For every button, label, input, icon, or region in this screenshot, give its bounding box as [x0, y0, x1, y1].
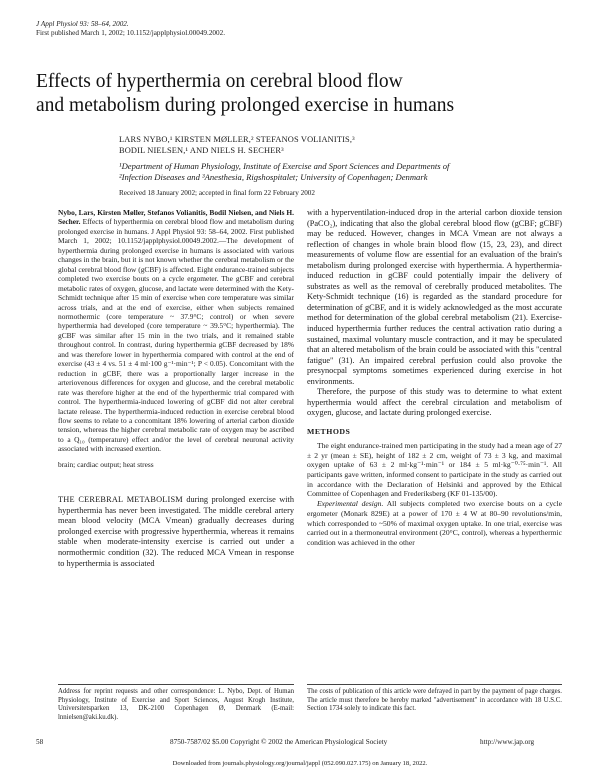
affiliations	[119, 161, 579, 182]
right-column	[307, 208, 562, 548]
page-number: 58	[36, 738, 44, 746]
correspondence-footnote: Address for reprint requests and other correspondence: L. Nybo, Dept. of Human Physiology, Institute of Exercise and Sport Sciences, August Krogh Institute, Universitetsparken 13, DK-2100 Copenhagen Ø, Denmark (E-mail: lnnielsen@aki.ku.dk).	[58, 688, 294, 721]
abstract	[58, 208, 294, 454]
left-column	[58, 208, 294, 569]
intro-text: during prolonged exercise with hyperthermia has never been investigated. The middle cerebral artery mean blood velocity (MCA Vmean) gradually decreases during prolonged exercise with progressive hyperthermia, whereas it remains stable when moderate-intensity exercise is carried out under a normothermic condition (32). The reduced MCA Vmean in response to hyperthermia is associated	[58, 495, 295, 568]
abstract-authors: Nybo, Lars, Kirsten Møller, Stefanos Volianitis, Bodil Nielsen, and Niels H. Secher.	[58, 208, 294, 227]
journal-header	[36, 20, 225, 38]
journal-url[interactable]: http://www.jap.org	[480, 738, 535, 746]
footnote-rule-right	[307, 684, 562, 685]
intro-lead-in: THE CEREBRAL METABOLISM	[58, 495, 183, 505]
journal-citation: J Appl Physiol 93: 58–64, 2002.	[36, 20, 129, 28]
abstract-text: Effects of hyperthermia on cerebral blood flow and metabolism during prolonged exercise in humans. J Appl Physiol 93: 58–64, 2002. First published March 1, 2002; 10.1152/japplphysiol.00049.2002.—The development of hyperthermia during prolonged exercise in humans is associated with various changes in the brain, but it is not known whether the cerebral metabolism or the global cerebral blood flow (gCBF) is affected. Eight endurance-trained subjects completed two exercise bouts on a cycle ergometer. The gCBF and cerebral metabolic rates of oxygen, glucose, and lactate were determined with the Kety-Schmidt technique after 15 min of exercise when core temperature was similar across trials, and at the end of exercise, either when subjects remained normothermic (core temperature ~ 37.9°C; control) or when severe hyperthermia had developed (core temperature ~ 39.5°C; hyperthermia). The gCBF was similar after 15 min in the two trials, and it remained stable throughout control. In contrast, during hyperthermia gCBF decreased by 18% and was therefore lower in hyperthermia compared with control at the end of exercise (43 ± 4 vs. 51 ± 4 ml·100 g⁻¹·min⁻¹; P < 0.05). Concomitant with the reduction in gCBF, there was a proportionally larger increase in the arteriovenous differences for oxygen and glucose, and the cerebral metabolic rate was therefore higher at the end of the hyperthermic trial compared with control. The hyperthermia-induced lowering of gCBF did not alter cerebral lactate release. The hyperthermia-induced reduction in exercise cerebral blood flow seems to relate to a concomitant 18% lowering of arterial carbon dioxide tension, whereas the higher cerebral metabolic rate of oxygen may be ascribed to a Q₁₀ (temperature) effect and/or the level of cerebral neuronal activity associated with increased exertion.	[58, 217, 294, 454]
received-dates: Received 18 January 2002; accepted in final form 22 February 2002	[119, 189, 315, 197]
keywords: brain; cardiac output; heat stress	[58, 459, 154, 469]
article-title	[36, 70, 556, 118]
experimental-design-subheading: Experimental design.	[317, 499, 384, 509]
methods-design-paragraph	[307, 499, 562, 548]
body-text	[307, 208, 562, 419]
purpose-paragraph: Therefore, the purpose of this study was to determine to what extent hyperthermia would affect the cerebral circulation and metabolism of oxygen, glucose, and lactate during prolonged exercise.	[307, 387, 562, 418]
authors-line-2: BODIL NIELSEN,¹ AND NIELS H. SECHER³	[119, 145, 284, 155]
methods-heading: METHODS	[307, 426, 351, 436]
title-line-1: Effects of hyperthermia on cerebral blood flow	[36, 71, 403, 92]
affiliation-line-2: ²Infection Diseases and ³Anesthesia, Rigshospitalet; University of Copenhagen; Denmark	[119, 171, 428, 182]
author-list	[119, 135, 579, 156]
authors-line-1: LARS NYBO,¹ KIRSTEN MØLLER,² STEFANOS VOLIANITIS,³	[119, 135, 355, 144]
copyright-line: 8750-7587/02 $5.00 Copyright © 2002 the American Physiological Society	[170, 738, 388, 746]
methods-subjects-paragraph: The eight endurance-trained men participating in the study had a mean age of 27 ± 2 yr (mean ± SE), height of 182 ± 2 cm, weight of 73 ± 3 kg, and maximal oxygen uptake of 63 ± 2 ml·kg⁻¹·min⁻¹ or 184 ± 5 ml·kg⁻⁰·⁷⁵·min⁻¹. All participants gave written, informed consent to participate in the study as carried out in accordance with the Declaration of Helsinki and approved by the Ethical Committee of Copenhagen and Frederiksberg (KF 01-135/00).	[307, 440, 562, 499]
publication-date-line: First published March 1, 2002; 10.1152/japplphysiol.00049.2002.	[36, 29, 225, 37]
download-notice: Downloaded from journals.physiology.org/journal/jappl (052.090.027.175) on January 18, 2022.	[172, 760, 428, 767]
methods-section	[307, 441, 562, 548]
affiliation-line-1: ¹Department of Human Physiology, Institute of Exercise and Sport Sciences and Departments of	[119, 161, 450, 171]
intro-paragraph-continued: with a hyperventilation-induced drop in the arterial carbon dioxide tension (PaCO₂), indicating that also the global cerebral blood flow (gCBF; gCBF) may be reduced. However, changes in MCA Vmean are not always a reflection of changes in whole brain blood flow (15, 23, 23), and direct measurements of volume flow are essential for an evaluation of the brain's metabolism during prolonged exercise with hyperthermia. A hyperthermia-induced reduction in gCBF could potentially impair the delivery of substrates as well as the removal of cerebrally produced metabolites. The Kety-Schmidt technique (16) is regarded as the standard procedure for determination of gCBF, and it is widely acknowledged as the most accurate method for determination of the global cerebral metabolism (21). Exercise-induced hyperthermia further reduces the central activation ratio during a sustained, maximal voluntary muscle contraction, and it may be speculated that an altered metabolism of the brain could be associated with this "central fatigue" (31). An impaired cerebral perfusion could also provoke the presynocpal symptoms sometimes experienced during exercise in hot environments.	[307, 208, 562, 386]
page-charges-footnote: The costs of publication of this article were defrayed in part by the payment of page charges. The article must therefore be hereby marked "advertisement" in accordance with 18 U.S.C. Section 1734 solely to indicate this fact.	[307, 688, 562, 712]
title-line-2: and metabolism during prolonged exercise in humans	[36, 95, 455, 116]
experimental-design-text: All subjects completed two exercise bouts on a cycle ergometer (Monark 829E) at a power of 170 ± 4 W at 80–90 revolutions/min, which corresponded to ~50% of maximal oxygen uptake. In one trial, exercise was carried out in a thermoneutral environment (20°C, control), whereas a hyperthermic condition was achieved in the other	[307, 499, 562, 547]
introduction	[58, 495, 294, 569]
footnote-rule-left	[58, 684, 294, 685]
